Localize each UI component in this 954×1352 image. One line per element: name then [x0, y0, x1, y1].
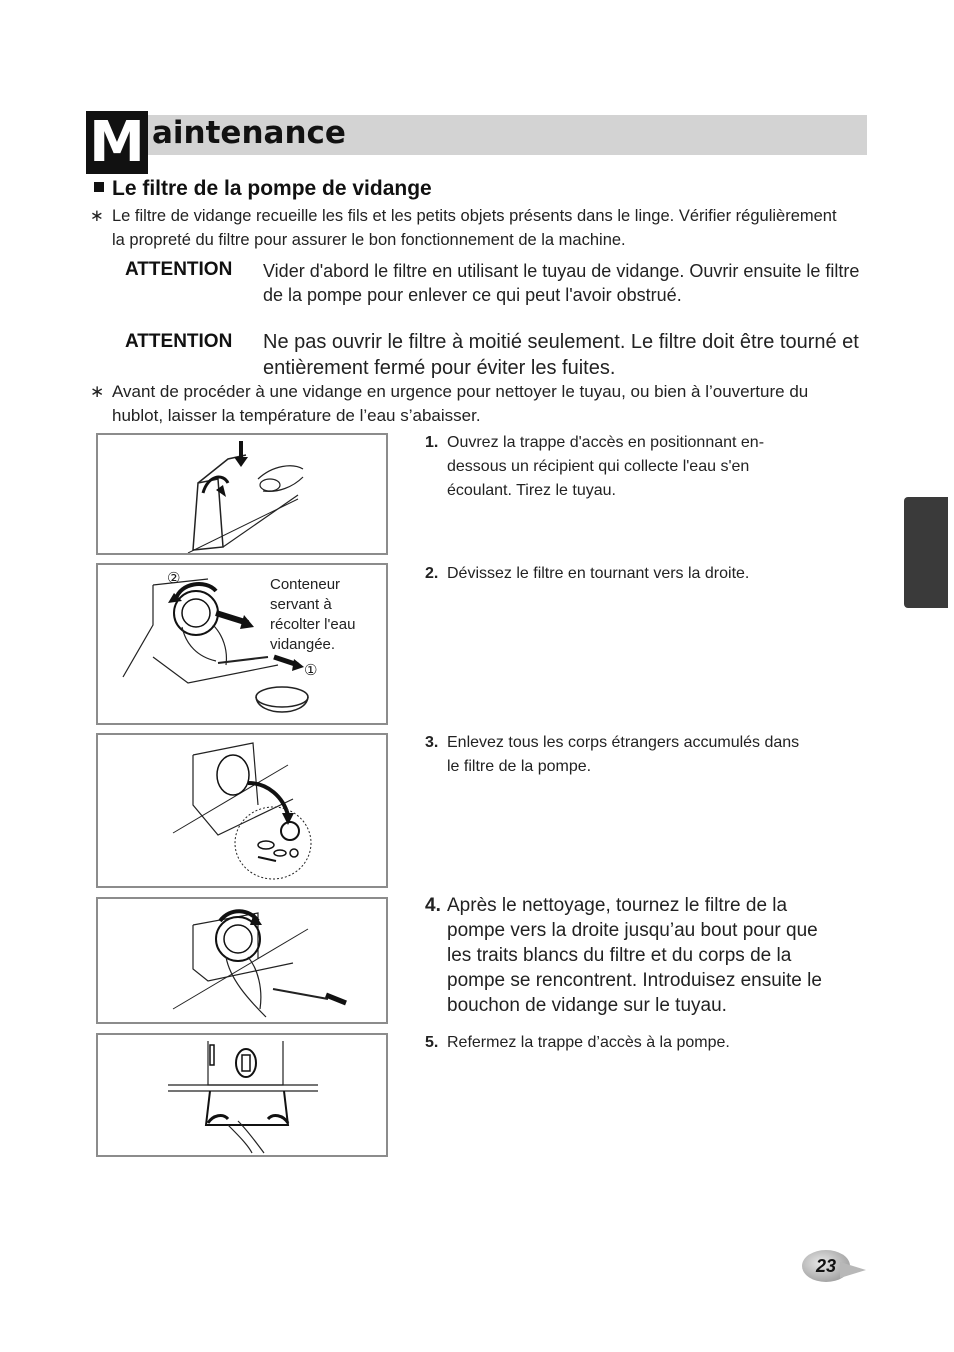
figure-unscrew-filter — [96, 563, 388, 725]
attention-text: Vider d'abord le filtre en utilisant le tuyau de vidange. Ouvrir ensuite le filtre de la pompe pour enlever ce qui peut l'avoir obstrué. — [263, 261, 860, 305]
header-initial-letter: M — [86, 111, 148, 174]
step-3 — [425, 731, 805, 779]
step-1 — [425, 431, 785, 503]
container-label: Conteneur servant à récolter l'eau vidangée. — [270, 576, 356, 653]
step-4 — [425, 893, 845, 1018]
step-number: 5. — [425, 1034, 439, 1051]
figure-clean-filter — [96, 733, 388, 888]
step-marker-1: ① — [304, 662, 318, 679]
note-text: Le filtre de vidange recueille les fils et les petits objets présents dans le linge. Vérifier régulièrement la propreté du filtre pour assurer le bon fonctionnement de la machine. — [112, 207, 837, 249]
chapter-side-tab — [904, 497, 948, 608]
page-number: 23 — [816, 1256, 837, 1276]
refit-filter-illustration — [98, 899, 386, 1022]
asterisk-icon: ∗ — [90, 382, 105, 401]
attention-label: ATTENTION — [125, 259, 233, 280]
clean-filter-illustration — [98, 735, 386, 886]
step-text: Ouvrez la trappe d'accès en positionnant en-dessous un récipient qui collecte l'eau s'en écoulant. Tirez le tuyau. — [447, 434, 765, 499]
open-door-illustration — [98, 435, 386, 553]
page-number-badge — [800, 1248, 866, 1284]
note-text: Avant de procéder à une vidange en urgence pour nettoyer le tuyau, ou bien à l’ouverture du hublot, laisser la température de l’eau s’abaisser. — [112, 382, 809, 425]
step-number: 3. — [425, 734, 439, 751]
note-2 — [90, 380, 812, 428]
note-1 — [90, 204, 852, 252]
figure-close-door — [96, 1033, 388, 1157]
figure-refit-filter — [96, 897, 388, 1024]
step-number: 1. — [425, 434, 439, 451]
step-number: 4. — [425, 895, 441, 916]
step-text: Après le nettoyage, tournez le filtre de la pompe vers la droite jusqu’au bout pour que les traits blancs du filtre et du corps de la pompe se rencontrent. Introduisez ensuite le bouchon de vidange sur le tuyau. — [447, 895, 822, 1016]
step-5 — [425, 1031, 845, 1055]
step-marker-2: ② — [167, 570, 181, 587]
step-text: Refermez la trappe d’accès à la pompe. — [447, 1034, 730, 1051]
page-title: aintenance — [152, 115, 346, 151]
section-title: Le filtre de la pompe de vidange — [94, 177, 432, 201]
step-number: 2. — [425, 565, 439, 582]
attention-label: ATTENTION — [125, 331, 233, 352]
step-2 — [425, 562, 845, 586]
attention-text: Ne pas ouvrir le filtre à moitié seulement. Le filtre doit être tourné et entièrement fermé pour éviter les fuites. — [263, 331, 859, 379]
asterisk-icon: ∗ — [90, 207, 104, 225]
step-text: Dévissez le filtre en tournant vers la droite. — [447, 565, 750, 582]
figure-open-access-door — [96, 433, 388, 555]
close-door-illustration — [98, 1035, 386, 1155]
step-text: Enlevez tous les corps étrangers accumulés dans le filtre de la pompe. — [447, 734, 800, 775]
bullet-square-icon — [94, 182, 104, 192]
